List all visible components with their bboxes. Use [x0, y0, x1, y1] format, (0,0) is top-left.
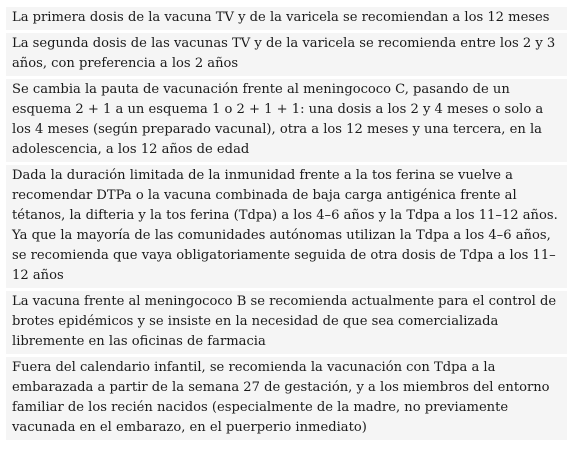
recommendation-cell: Se cambia la pauta de vacunación frente al meningococo C, pasando de un esquema 2 + 1 a un esquema 1 o 2 + 1 + 1: una dosis a los 2 y 4 meses o solo a los 4 meses (según preparado vacunal), otra a los 12 meses y una tercera, en la adolescencia, a los 12 años de edad [6, 78, 567, 164]
table-row [6, 164, 567, 290]
recommendation-cell: La segunda dosis de las vacunas TV y de la varicela se recomienda entre los 2 y 3 años, con preferencia a los 2 años [6, 32, 567, 78]
recommendation-cell: La vacuna frente al meningococo B se recomienda actualmente para el control de brotes epidémicos y se insiste en la necesidad de que sea comercializada libremente en las oficinas de farmacia [6, 290, 567, 356]
table-row [6, 356, 567, 441]
table-row [6, 32, 567, 78]
recommendation-cell: La primera dosis de la vacuna TV y de la varicela se recomiendan a los 12 meses [6, 7, 567, 32]
recommendations-table [6, 6, 567, 441]
table-row [6, 290, 567, 356]
table-row [6, 7, 567, 32]
table-row [6, 78, 567, 164]
recommendation-cell: Dada la duración limitada de la inmunidad frente a la tos ferina se vuelve a recomendar DTPa o la vacuna combinada de baja carga antigénica frente al tétanos, la difteria y la tos ferina (Tdpa) a los 4–6 años y la Tdpa a los 11–12 años. Ya que la mayoría de las comunidades autónomas utilizan la Tdpa a los 4–6 años, se recomienda que vaya obligatoriamente seguida de otra dosis de Tdpa a los 11–12 años [6, 164, 567, 290]
recommendation-cell: Fuera del calendario infantil, se recomienda la vacunación con Tdpa a la embarazada a partir de la semana 27 de gestación, y a los miembros del entorno familiar de los recién nacidos (especialmente de la madre, no previamente vacunada en el embarazo, en el puerperio inmediato) [6, 356, 567, 441]
